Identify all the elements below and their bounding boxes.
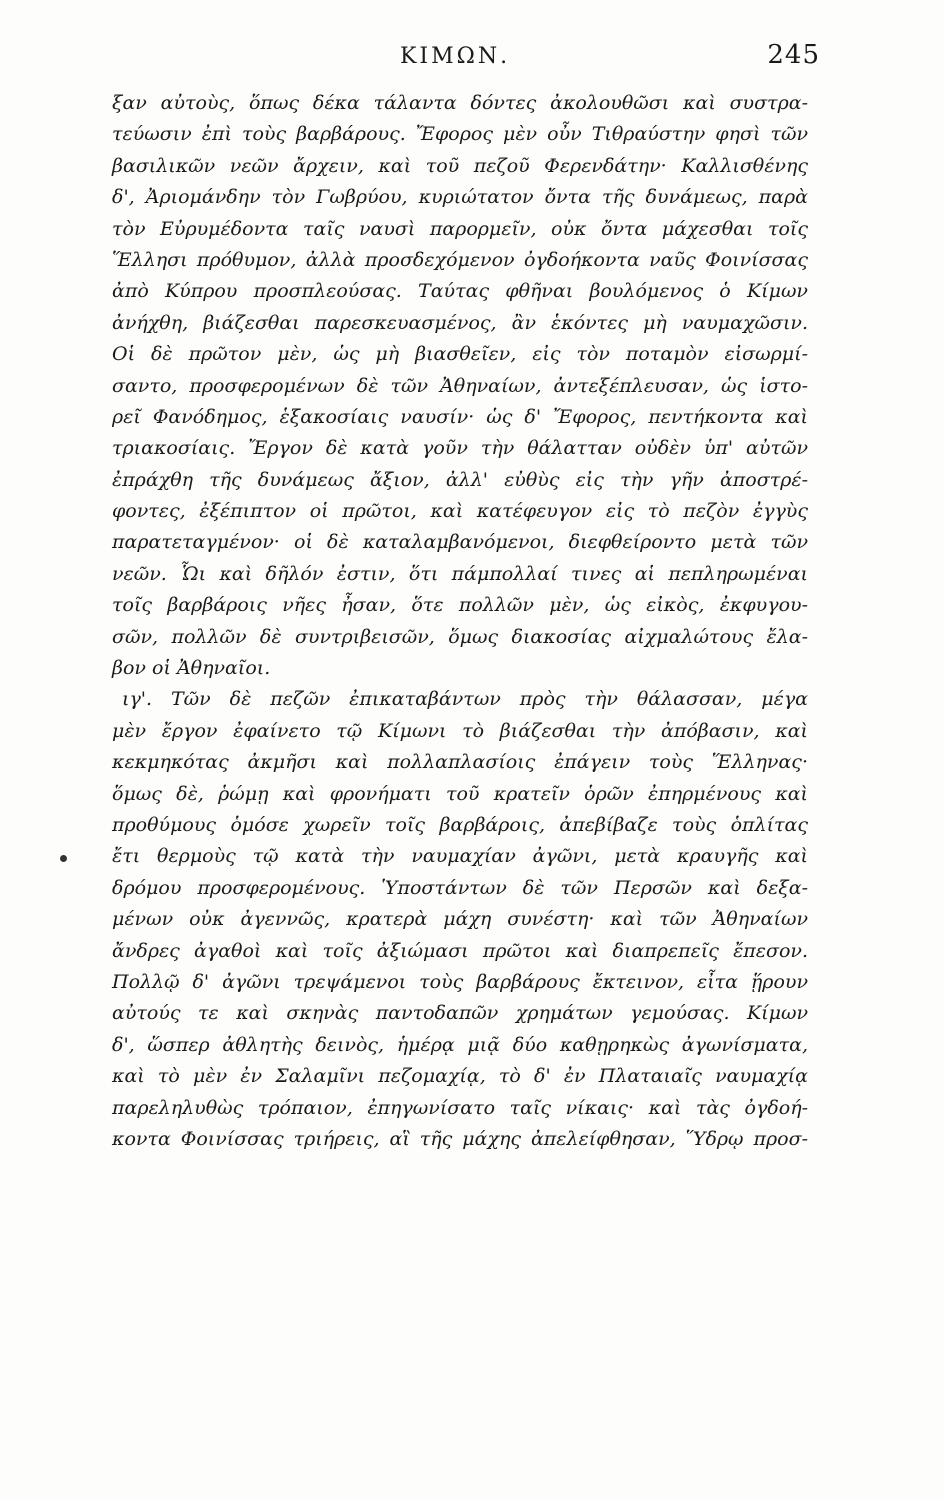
text-line: σαντο, προσφερομένων δὲ τῶν Ἀθηναίων, ἀντεξέπλευσαν, ὡς ἱστο-	[112, 374, 808, 397]
text-line: ξαν αὐτοὺς, ὅπως δέκα τάλαντα δόντες ἀκολουθῶσι καὶ συστρα-	[112, 92, 808, 114]
text-line: δρόμου προσφερομένους. Ὑποστάντων δὲ τῶν Περσῶν καὶ δεξα-	[112, 876, 808, 899]
text-line: ρεῖ Φανόδημος, ἑξακοσίαις ναυσίν· ὡς δ' Ἔφορος, πεντήκοντα καὶ	[112, 405, 808, 428]
text-line: καὶ τὸ μὲν ἐν Σαλαμῖνι πεζομαχίᾳ, τὸ δ' ἐν Πλαταιαῖς ναυμαχίᾳ	[112, 1065, 808, 1088]
page-number: 245	[767, 40, 820, 70]
text-line: ἔτι θερμοὺς τῷ κατὰ τὴν ναυμαχίαν ἀγῶνι, μετὰ κραυγῆς καὶ	[112, 845, 808, 868]
text-line: νεῶν. Ὧι καὶ δῆλόν ἐστιν, ὅτι πάμπολλαί τινες αἱ πεπληρωμέναι	[112, 562, 808, 585]
text-line: ἄνδρες ἀγαθοὶ καὶ τοῖς ἀξιώμασι πρῶτοι καὶ διαπρεπεῖς ἔπεσον.	[112, 939, 808, 962]
text-line: παρατεταγμένον· οἱ δὲ καταλαμβανόμενοι, διεφθείροντο μετὰ τῶν	[112, 531, 808, 554]
text-line: μένων οὐκ ἀγεννῶς, κρατερὰ μάχη συνέστη· καὶ τῶν Ἀθηναίων	[112, 908, 808, 931]
text-line: μὲν ἔργον ἐφαίνετο τῷ Κίμωνι τὸ βιάζεσθαι τὴν ἀπόβασιν, καὶ	[112, 719, 808, 742]
text-line: Πολλῷ δ' ἀγῶνι τρεψάμενοι τοὺς βαρβάρους ἔκτεινον, εἶτα ᾕρουν	[112, 970, 808, 993]
text-line: βασιλικῶν νεῶν ἄρχειν, καὶ τοῦ πεζοῦ Φερενδάτην· Καλλισθένης	[112, 154, 808, 177]
text-line: αὐτούς τε καὶ σκηνὰς παντοδαπῶν χρημάτων γεμούσας. Κίμων	[112, 1002, 808, 1025]
text-line: φοντες, ἐξέπιπτον οἱ πρῶτοι, καὶ κατέφευγον εἰς τὸ πεζὸν ἐγγὺς	[112, 500, 808, 523]
text-line: παρεληλυθὼς τρόπαιον, ἐπηγωνίσατο ταῖς νίκαις· καὶ τὰς ὀγδοή-	[112, 1096, 808, 1119]
text-line: Οἱ δὲ πρῶτον μὲν, ὡς μὴ βιασθεῖεν, εἰς τὸν ποταμὸν εἰσωρμί-	[112, 343, 808, 366]
text-line: δ', Ἀριομάνδην τὸν Γωβρύου, κυριώτατον ὄντα τῆς δυνάμεως, παρὰ	[112, 186, 808, 209]
running-title: ΚΙΜΩΝ.	[400, 44, 511, 69]
text-line: ἀπὸ Κύπρου προσπλεούσας. Ταύτας φθῆναι βουλόμενος ὁ Κίμων	[112, 280, 808, 303]
text-line: σῶν, πολλῶν δὲ συντριβεισῶν, ὅμως διακοσίας αἰχμαλώτους ἔλα-	[112, 625, 808, 648]
text-line: προθύμους ὁμόσε χωρεῖν τοῖς βαρβάροις, ἀπεβίβαζε τοὺς ὁπλίτας	[112, 813, 808, 836]
text-line: ὅμως δὲ, ῥώμῃ καὶ φρονήματι τοῦ κρατεῖν ὁρῶν ἐπηρμένους καὶ	[112, 782, 808, 805]
text-line: τὸν Εὐρυμέδοντα ταῖς ναυσὶ παρορμεῖν, οὐκ ὄντα μάχεσθαι τοῖς	[112, 217, 808, 240]
text-line: ἀνήχθη, βιάζεσθαι παρεσκευασμένος, ἂν ἑκόντες μὴ ναυμαχῶσιν.	[112, 311, 808, 334]
text-line: δ', ὥσπερ ἀθλητὴς δεινὸς, ἡμέρᾳ μιᾷ δύο καθῃρηκὼς ἀγωνίσματα,	[112, 1033, 808, 1056]
running-head	[110, 40, 820, 80]
text-line: τεύωσιν ἐπὶ τοὺς βαρβάρους. Ἔφορος μὲν οὖν Τιθραύστην φησὶ τῶν	[112, 123, 808, 146]
text-line: βον οἱ Ἀθηναῖοι.	[112, 657, 271, 680]
text-line: τριακοσίαις. Ἔργον δὲ κατὰ γοῦν τὴν θάλατταν οὐδὲν ὑπ' αὐτῶν	[112, 437, 808, 460]
body-text	[112, 88, 808, 1155]
text-line: κοντα Φοινίσσας τριήρεις, αἳ τῆς μάχης ἀπελείφθησαν, Ὕδρῳ προσ-	[112, 1127, 808, 1150]
section-start-line: ιγ'. Τῶν δὲ πεζῶν ἐπικαταβάντων πρὸς τὴν θάλασσαν, μέγα	[122, 688, 808, 711]
text-line: ἐπράχθη τῆς δυνάμεως ἄξιον, ἀλλ' εὐθὺς εἰς τὴν γῆν ἀποστρέ-	[112, 468, 808, 491]
text-line: κεκμηκότας ἀκμῆσι καὶ πολλαπλασίοις ἐπάγειν τοὺς Ἕλληνας·	[112, 751, 808, 774]
margin-dot-mark	[60, 855, 67, 862]
text-line: τοῖς βαρβάροις νῆες ἦσαν, ὅτε πολλῶν μὲν, ὡς εἰκὸς, ἐκφυγου-	[112, 594, 808, 617]
text-line: Ἕλλησι πρόθυμον, ἀλλὰ προσδεχόμενον ὀγδοήκοντα ναῦς Φοινίσσας	[112, 248, 808, 271]
